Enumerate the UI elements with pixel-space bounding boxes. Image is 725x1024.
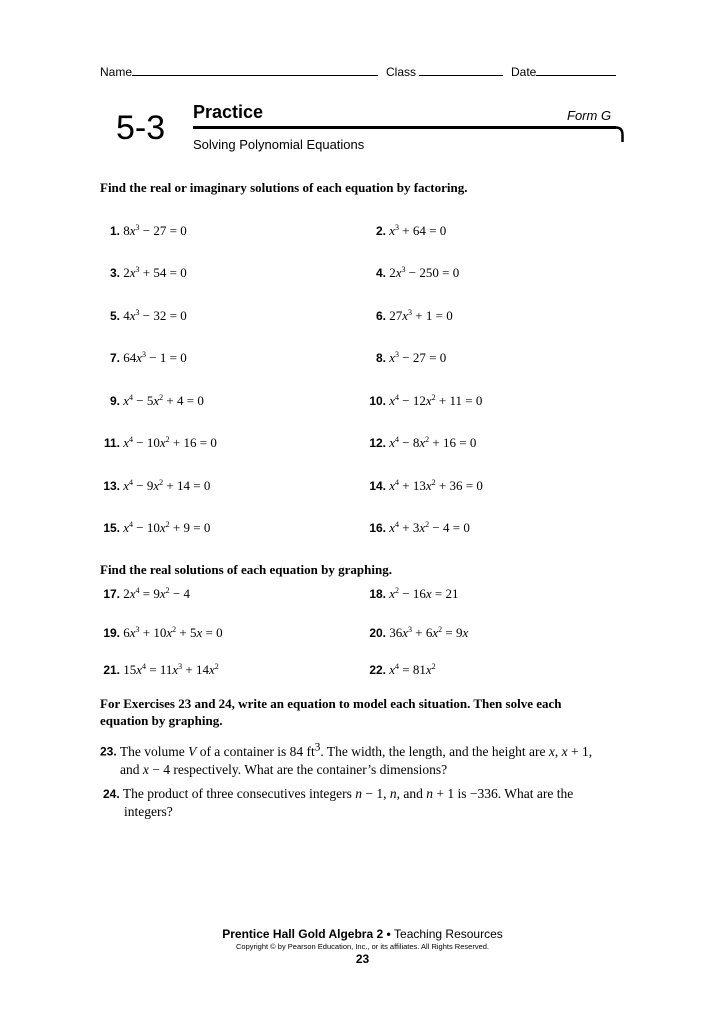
problem-number: 8. [375,351,386,365]
problem-item [366,586,459,602]
problem-equation: $x^4 - 12x^2 + 11 = 0$ [389,393,483,408]
problem-item [98,435,217,451]
problem-equation: $27x^3 + 1 = 0$ [389,308,453,323]
page-title: Practice [193,102,264,122]
problem-item [366,520,470,536]
class-field[interactable] [386,64,503,79]
lesson-number: 5-3 [116,109,166,147]
problem-number: 20. [369,626,386,640]
name-blank[interactable] [132,64,378,76]
problem-equation: $2x^4 = 9x^2 - 4$ [123,586,190,601]
problem-item [366,393,482,409]
problem-equation: $x^3 - 27 = 0$ [389,350,447,365]
problem-equation: $x^4 - 10x^2 + 16 = 0$ [123,435,217,450]
problem-equation: $x^4 = 81x^2$ [389,662,436,677]
resource-label: Teaching Resources [394,927,503,941]
form-label: Form G [567,108,612,123]
date-blank[interactable] [536,64,616,76]
problem-item [366,478,483,494]
problem-number: 6. [375,309,386,323]
problem-number: 24. [103,787,120,801]
section3-instruction-line2: equation by graphing. [100,713,223,728]
problem-equation: $x^4 - 5x^2 + 4 = 0$ [123,393,204,408]
problem-number: 10. [369,394,386,408]
problem-item [366,265,459,281]
section1-instruction: Find the real or imaginary solutions of each equation by factoring. [100,180,468,195]
problem-number: 12. [369,436,386,450]
problem-number: 11. [103,436,120,450]
problem-number: 17. [103,587,120,601]
problem-number: 4. [375,266,386,280]
problem-number: 19. [103,626,120,640]
class-blank[interactable] [419,64,503,76]
problem-number: 7. [109,351,120,365]
problem-number: 1. [109,224,120,238]
section3-instruction-line1: For Exercises 23 and 24, write an equation to model each situation. Then solve each [100,696,562,711]
problem-item [366,435,476,451]
problem-item [98,586,190,602]
problem-item [366,350,446,366]
problem-equation: $64x^3 - 1 = 0$ [123,350,187,365]
problem-equation: $8x^3 - 27 = 0$ [123,223,187,238]
word-problem-24 [103,785,573,821]
problem-item [366,625,468,641]
date-field[interactable] [511,64,616,79]
name-label: Name [100,65,133,79]
problem-number: 21. [103,663,120,677]
book-title: Prentice Hall Gold Algebra 2 [222,927,384,941]
date-label: Date [511,65,537,79]
problem-item [98,662,219,678]
problem-item [98,350,187,366]
title-rule [193,126,616,129]
problem-number: 5. [109,309,120,323]
problem-equation: $x^4 + 13x^2 + 36 = 0$ [389,478,483,493]
problem-text-line1: The product of three consecutives integers n − 1, n, and n + 1 is −336. What are the [122,786,574,801]
problem-equation: $x^4 + 3x^2 - 4 = 0$ [389,520,470,535]
footer-bullet: • [383,927,395,941]
problem-equation: $x^4 - 9x^2 + 14 = 0$ [123,478,211,493]
word-problem-23 [100,738,592,779]
problem-equation: $2x^3 + 54 = 0$ [123,265,187,280]
problem-number: 16. [369,521,386,535]
problem-equation: $15x^4 = 11x^3 + 14x^2$ [123,662,219,677]
problem-equation: $x^4 - 8x^2 + 16 = 0$ [389,435,477,450]
problem-item [98,393,204,409]
class-label: Class [386,65,417,79]
problem-item [98,520,210,536]
problem-item [98,265,187,281]
problem-number: 14. [369,479,386,493]
problem-equation: $2x^3 - 250 = 0$ [389,265,460,280]
problem-number: 15. [103,521,120,535]
title-rule-curve [610,126,624,142]
problem-number: 9. [109,394,120,408]
problem-number: 22. [369,663,386,677]
problem-number: 23. [100,744,117,759]
problem-equation: $6x^3 + 10x^2 + 5x = 0$ [123,625,223,640]
problem-item [366,308,453,324]
problem-number: 3. [109,266,120,280]
problem-equation: $36x^3 + 6x^2 = 9x$ [389,625,469,640]
problem-equation: $x^3 + 64 = 0$ [389,223,447,238]
footer-title [0,927,725,941]
problem-text-line2: and x − 4 respectively. What are the container’s dimensions? [120,761,448,777]
problem-item [98,625,223,641]
name-field[interactable] [100,64,378,79]
problem-equation: $x^2 - 16x = 21$ [389,586,459,601]
problem-text-line2: integers? [124,804,173,819]
problem-item [98,308,187,324]
copyright: Copyright © by Pearson Education, Inc., or its affiliates. All Rights Reserved. [235,942,489,951]
problem-item [366,662,436,678]
problem-item [366,223,446,239]
problem-number: 18. [369,587,386,601]
problem-item [98,223,187,239]
problem-number: 2. [375,224,386,238]
problem-number: 13. [103,479,120,493]
problem-text-line1: The volume V of a container is 84 $ft^3$. The width, the length, and the height are x, x + 1, [119,741,593,759]
page-number: 23 [355,952,370,966]
problem-equation: $x^4 - 10x^2 + 9 = 0$ [123,520,211,535]
problem-equation: $4x^3 - 32 = 0$ [123,308,187,323]
page-subtitle: Solving Polynomial Equations [193,137,365,152]
section2-instruction: Find the real solutions of each equation by graphing. [100,562,392,577]
problem-item [98,478,210,494]
